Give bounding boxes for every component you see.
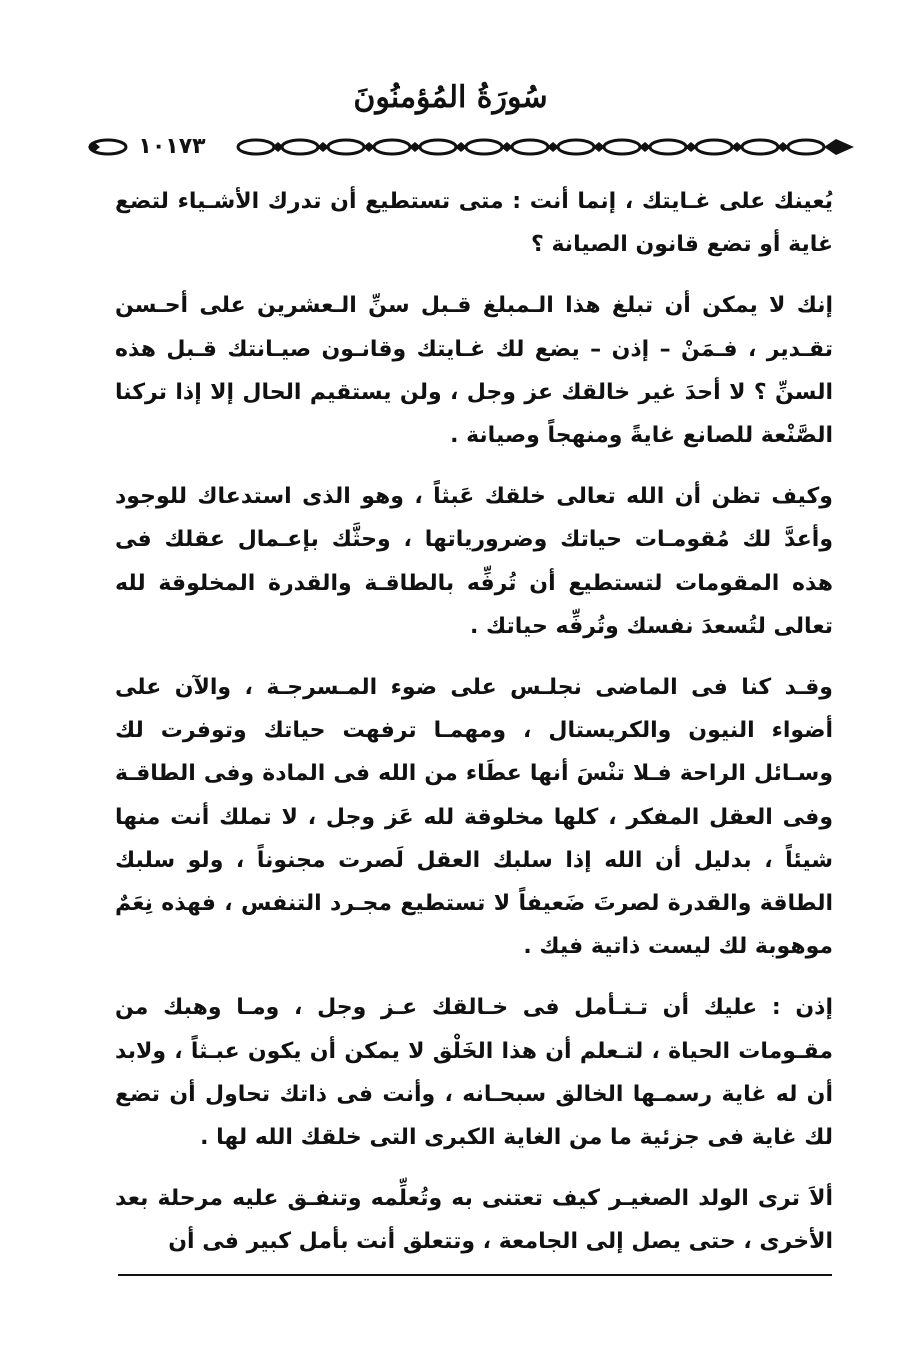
surah-title: سُورَةُ المُؤمنُونَ [353,80,548,115]
paragraph: وكيف تظن أن الله تعالى خلقك عَبثاً ، وهو الذى استدعاك للوجود وأعدَّ لك مُقومـات حياتك وضرورياتها ، وحثَّك بإعـمال عقلك فى هذه المقومات لتستطيع أن تُرفِّه بالطاقـة والقدرة المخلوقة لله تعالى لتُسعدَ نفسك وتُرفِّه حياتك . [115,484,833,639]
page-number: ١٠١٧٣ [128,134,216,160]
paragraph: يُعينك على غـايتك ، إنما أنت : متى تستطيع أن تدرك الأشـياء لتضع غاية أو تضع قانون الصيانة ؟ [115,189,833,258]
paragraph: إذن : عليك أن تـتـأمل فى خـالقك عـز وجل ، ومـا وهبك من مقـومات الحياة ، لتـعلم أن هذا الخَلْق لا يمكن أن يكون عبـثاً ، ولابد أن له غاية رسمـها الخالق سبحـانه ، وأنت فى ذاتك تحاول أن تضع لك غاية فى جزئية ما من الغاية الكبرى التى خلقك الله لها . [115,995,833,1151]
paragraph: إنك لا يمكن أن تبلغ هذا الـمبلغ قـبل سنِّ الـعشرين على أحـسن تقـدير ، فـمَنْ – إذن – يضع لك غـايتك وقانـون صيـانتك قـبل هذه السنِّ ؟ لا أحدَ غير خالقك عز وجل ، ولن يستقيم الحال إلا إذا تركنا الصَّنْعة للصانع غايةً ومنهجاً وصيانة . [115,293,833,449]
footer-rule [118,1274,832,1276]
body-text [115,180,833,1282]
paragraph: ألاَ ترى الولد الصغيـر كيف تعتنى به وتُعلِّمه وتنفـق عليه مرحلة بعد الأخرى ، حتى يصل إلى الجامعة ، وتتعلق أنت بأمل كبير فى أن [115,1186,833,1255]
paragraph: وقـد كنا فى الماضى نجلـس على ضوء المـسرجـة ، والآن على أضواء النيون والكريستال ، ومهمـا ترفهت حياتك وتوفرت لك وسـائل الراحة فـلا تنْسَ أنها عطَاء من الله فى المادة وفى الطاقـة وفى العقل المفكر ، كلها مخلوقة لله عَز وجل ، لا تملك أنت منها شيئاً ، بدليل أن الله إذا سلبك العقل لَصرت مجنوناً ، ولو سلبك الطاقة والقدرة لصرتَ ضَعيفاً لا تستطيع مجـرد التنفس ، فهذه نِعَمٌ موهوبة لك ليست ذاتية فيك . [115,675,833,960]
